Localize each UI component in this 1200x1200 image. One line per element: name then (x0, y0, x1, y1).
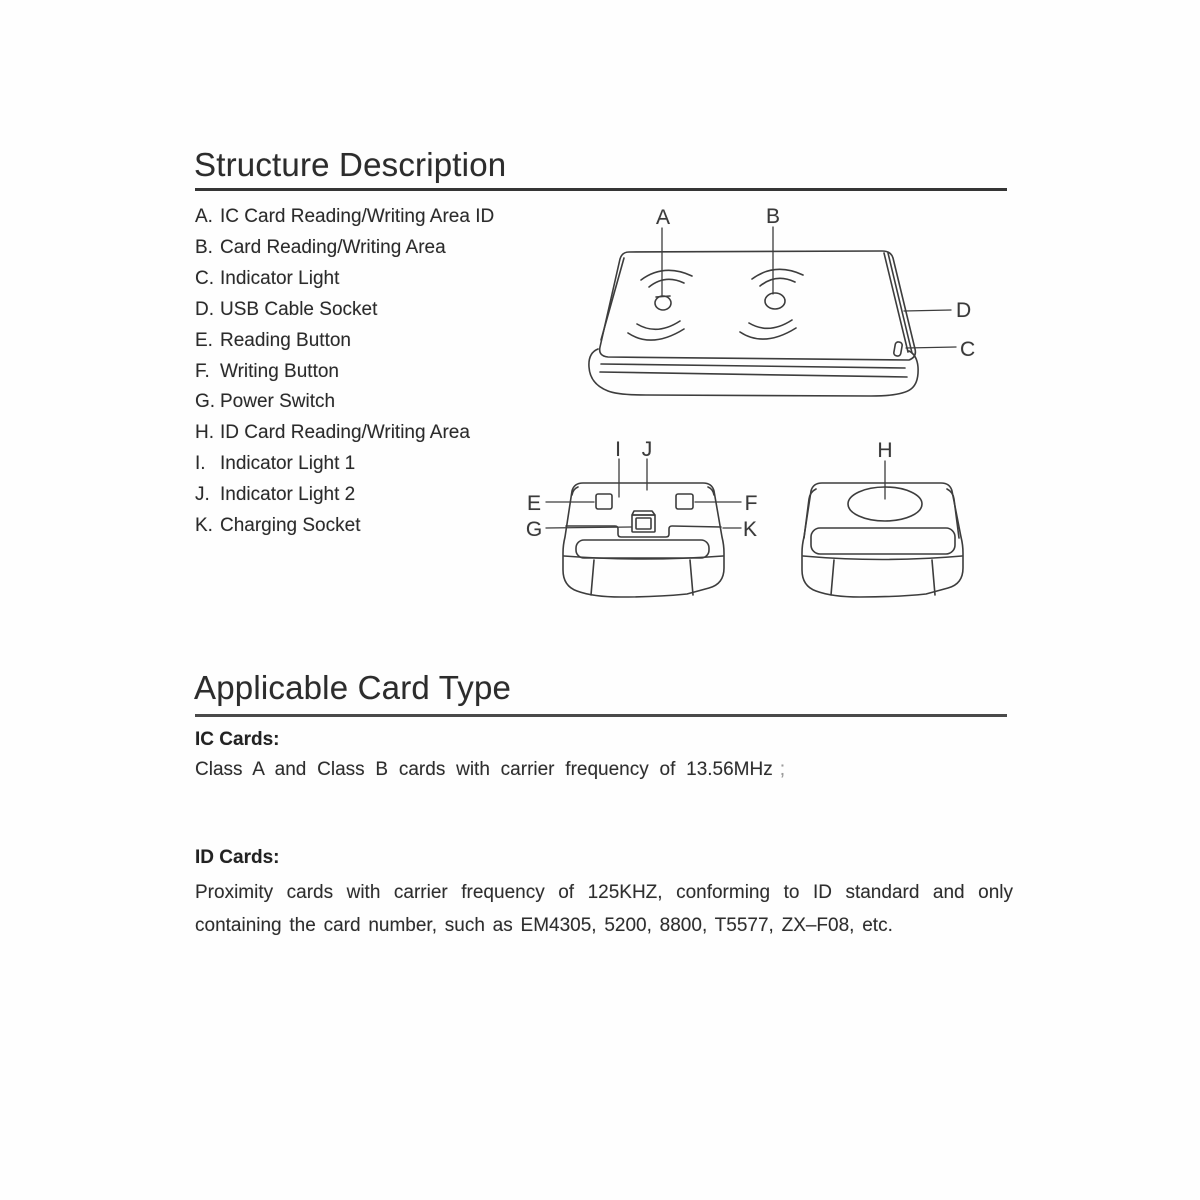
pad-band-rim (601, 364, 905, 368)
band-seam (932, 560, 935, 595)
structure-divider (195, 188, 1007, 191)
id-cards-body: Proximity cards with carrier frequency of 125KHZ, conforming to ID standard and only containing the card number, such as EM4305, 5200, 8800, T5577, ZX–F08, etc. (195, 882, 1013, 936)
parts-item-b (195, 233, 494, 264)
item-letter: G. (195, 391, 216, 413)
diagram-label-e: E (526, 492, 542, 515)
leader-c (906, 347, 956, 348)
pad-right-rim (888, 253, 912, 353)
item-letter: K. (195, 515, 213, 537)
parts-item-d (195, 295, 494, 326)
diagram-label-i: I (615, 438, 621, 461)
parts-item-c (195, 264, 494, 295)
wave-arc (749, 320, 792, 328)
device-silhouette (802, 483, 963, 597)
item-letter: I. (195, 453, 206, 475)
item-label: Writing Button (220, 360, 339, 382)
parts-item-k (195, 511, 494, 542)
card-type-title: Applicable Card Type (194, 669, 512, 706)
wave-arc (649, 279, 684, 287)
item-label: Reading Button (220, 329, 351, 351)
item-label: Card Reading/Writing Area (220, 236, 446, 258)
diagram-label-a: A (655, 206, 671, 229)
band-seam (690, 560, 693, 595)
band-seam (591, 560, 594, 595)
parts-item-i (195, 449, 494, 480)
wave-arc (760, 278, 795, 286)
diagram-label-h: H (877, 439, 893, 462)
item-letter: E. (195, 329, 213, 351)
diagram-label-b: B (765, 205, 781, 228)
ic-cards-text: Class A and Class B cards with carrier frequency of 13.56MHz (195, 759, 773, 780)
diagram-label-f: F (744, 492, 758, 515)
wave-arc (637, 321, 680, 329)
diagram-label-g: G (525, 518, 543, 541)
card-type-divider (195, 714, 1007, 717)
usb-port-inner (636, 518, 651, 529)
wave-arc (628, 329, 684, 340)
diagram-label-d: D (956, 299, 972, 322)
parts-item-a (195, 202, 494, 233)
item-letter: H. (195, 422, 214, 444)
item-label: USB Cable Socket (220, 298, 378, 320)
pad-top-face (600, 251, 916, 360)
item-letter: J. (195, 484, 210, 506)
item-label: IC Card Reading/Writing Area ID (220, 206, 495, 227)
pad-left-rim (601, 258, 624, 340)
parts-item-j (195, 480, 494, 511)
parts-item-e (195, 326, 494, 357)
wave-arc (752, 269, 803, 279)
wave-arc (641, 270, 692, 280)
item-label: Indicator Light 1 (220, 453, 356, 475)
device-waist (803, 556, 962, 560)
reading-button-shape (596, 494, 612, 509)
item-label: ID Card Reading/Writing Area (220, 422, 470, 444)
card-reader-top-view (589, 205, 975, 396)
item-label: Power Switch (220, 391, 336, 413)
parts-item-h (195, 418, 494, 449)
card-reader-back-view (802, 439, 963, 597)
structure-title: Structure Description (194, 146, 507, 183)
leader-d (904, 310, 951, 311)
ic-antenna-spot (655, 296, 671, 310)
parts-item-g (195, 387, 494, 418)
device-diagram (500, 195, 1020, 615)
ic-cards-suffix: ; (779, 759, 786, 780)
diagram-label-k: K (742, 518, 758, 541)
card-slot (576, 540, 709, 558)
item-label: Indicator Light (220, 267, 340, 289)
item-letter: B. (195, 236, 213, 258)
diagram-label-j: J (641, 438, 653, 461)
diagram-label-c: C (960, 338, 976, 361)
ic-cards-body (195, 759, 785, 781)
card-reader-front-view (526, 438, 758, 597)
parts-list (195, 202, 494, 542)
wave-arc (740, 328, 796, 339)
indicator-light-shape (893, 341, 902, 356)
item-label: Indicator Light 2 (220, 484, 356, 506)
item-letter: C. (195, 267, 214, 289)
card-antenna-spot (765, 293, 785, 309)
writing-button-shape (676, 494, 693, 509)
ic-cards-heading: IC Cards: (195, 729, 280, 750)
item-letter: D. (195, 298, 214, 320)
item-label: Charging Socket (220, 515, 361, 537)
parts-item-f (195, 357, 494, 388)
ic-antenna-spot-top (656, 296, 670, 297)
item-letter: A. (195, 206, 213, 227)
item-letter: F. (195, 360, 210, 382)
pad-band-rim (600, 372, 907, 377)
card-slot (811, 528, 955, 554)
id-cards-heading: ID Cards: (195, 847, 280, 868)
band-seam (831, 560, 834, 595)
